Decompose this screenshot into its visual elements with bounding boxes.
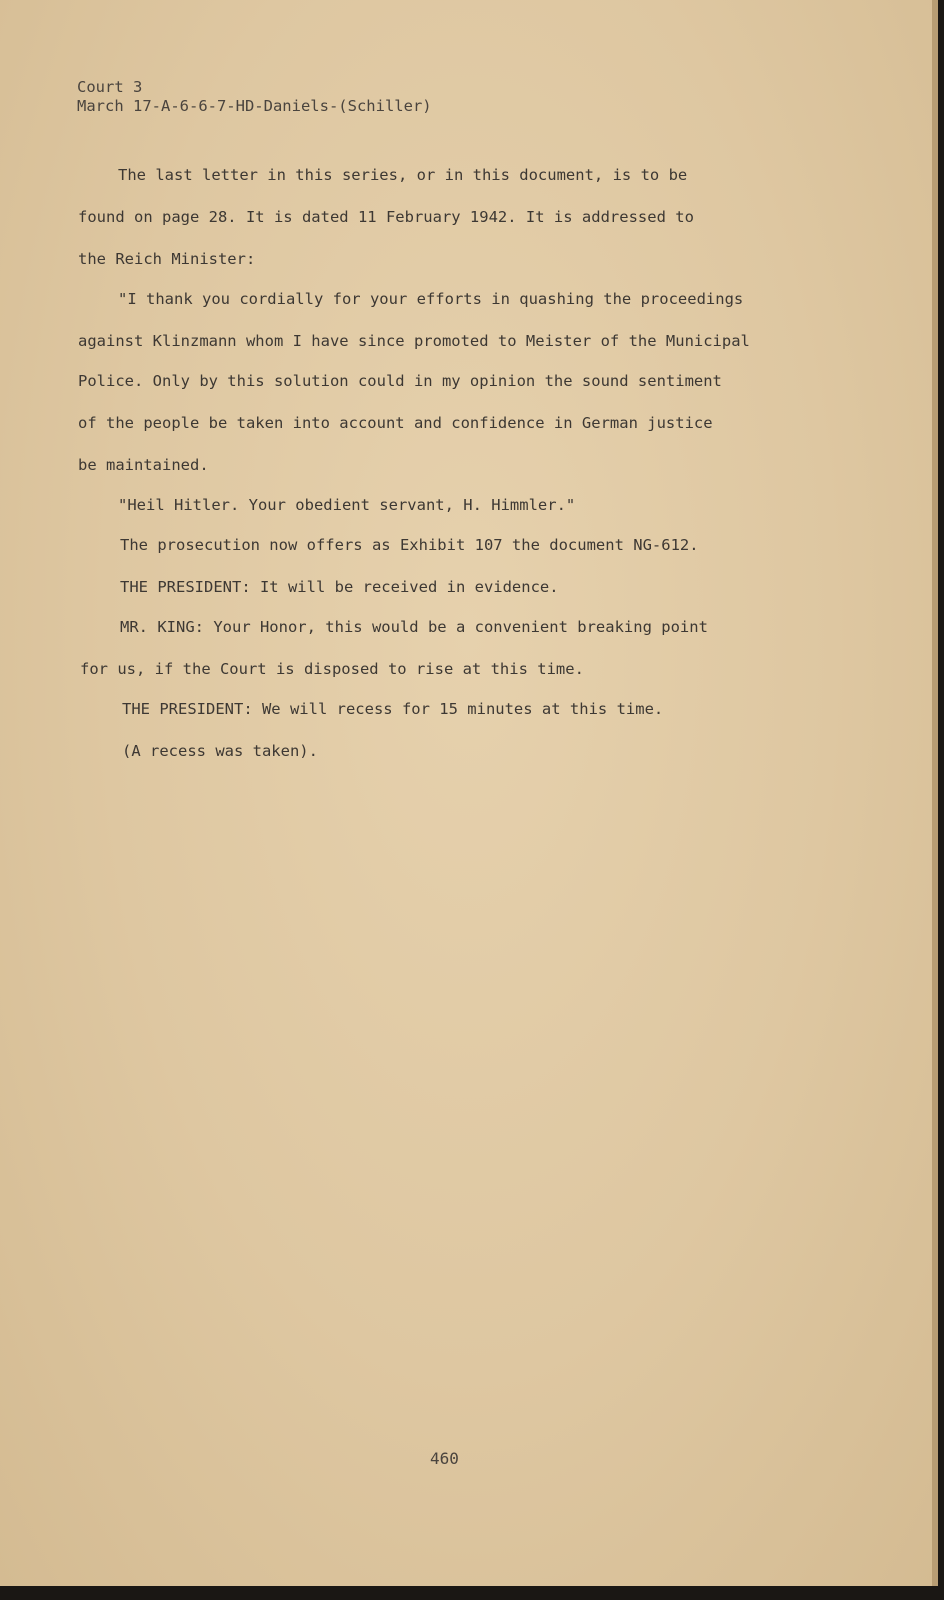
header-court: Court 3 <box>77 78 143 96</box>
page-edge-shadow <box>932 0 938 1586</box>
header-session-code: March 17-A-6-6-7-HD-Daniels-(Schiller) <box>77 97 432 115</box>
body-line: be maintained. <box>78 456 209 474</box>
body-line: THE PRESIDENT: We will recess for 15 minutes at this time. <box>122 700 664 718</box>
document-header <box>77 78 432 116</box>
body-line: the Reich Minister: <box>78 250 256 268</box>
body-line: "Heil Hitler. Your obedient servant, H. Himmler." <box>118 496 576 514</box>
body-line: The last letter in this series, or in this document, is to be <box>118 166 688 184</box>
body-line: of the people be taken into account and confidence in German justice <box>78 414 713 432</box>
body-line: MR. KING: Your Honor, this would be a convenient breaking point <box>120 618 708 636</box>
body-line: The prosecution now offers as Exhibit 107 the document NG-612. <box>120 536 699 554</box>
body-line: found on page 28. It is dated 11 February 1942. It is addressed to <box>78 208 694 226</box>
body-line: for us, if the Court is disposed to rise at this time. <box>80 660 584 678</box>
body-line: "I thank you cordially for your efforts in quashing the proceedings <box>118 290 744 308</box>
body-line: (A recess was taken). <box>122 742 318 760</box>
body-line: Police. Only by this solution could in my opinion the sound sentiment <box>78 372 722 390</box>
body-line: THE PRESIDENT: It will be received in evidence. <box>120 578 559 596</box>
body-line: against Klinzmann whom I have since promoted to Meister of the Municipal <box>78 332 750 350</box>
page-number: 460 <box>430 1449 459 1468</box>
